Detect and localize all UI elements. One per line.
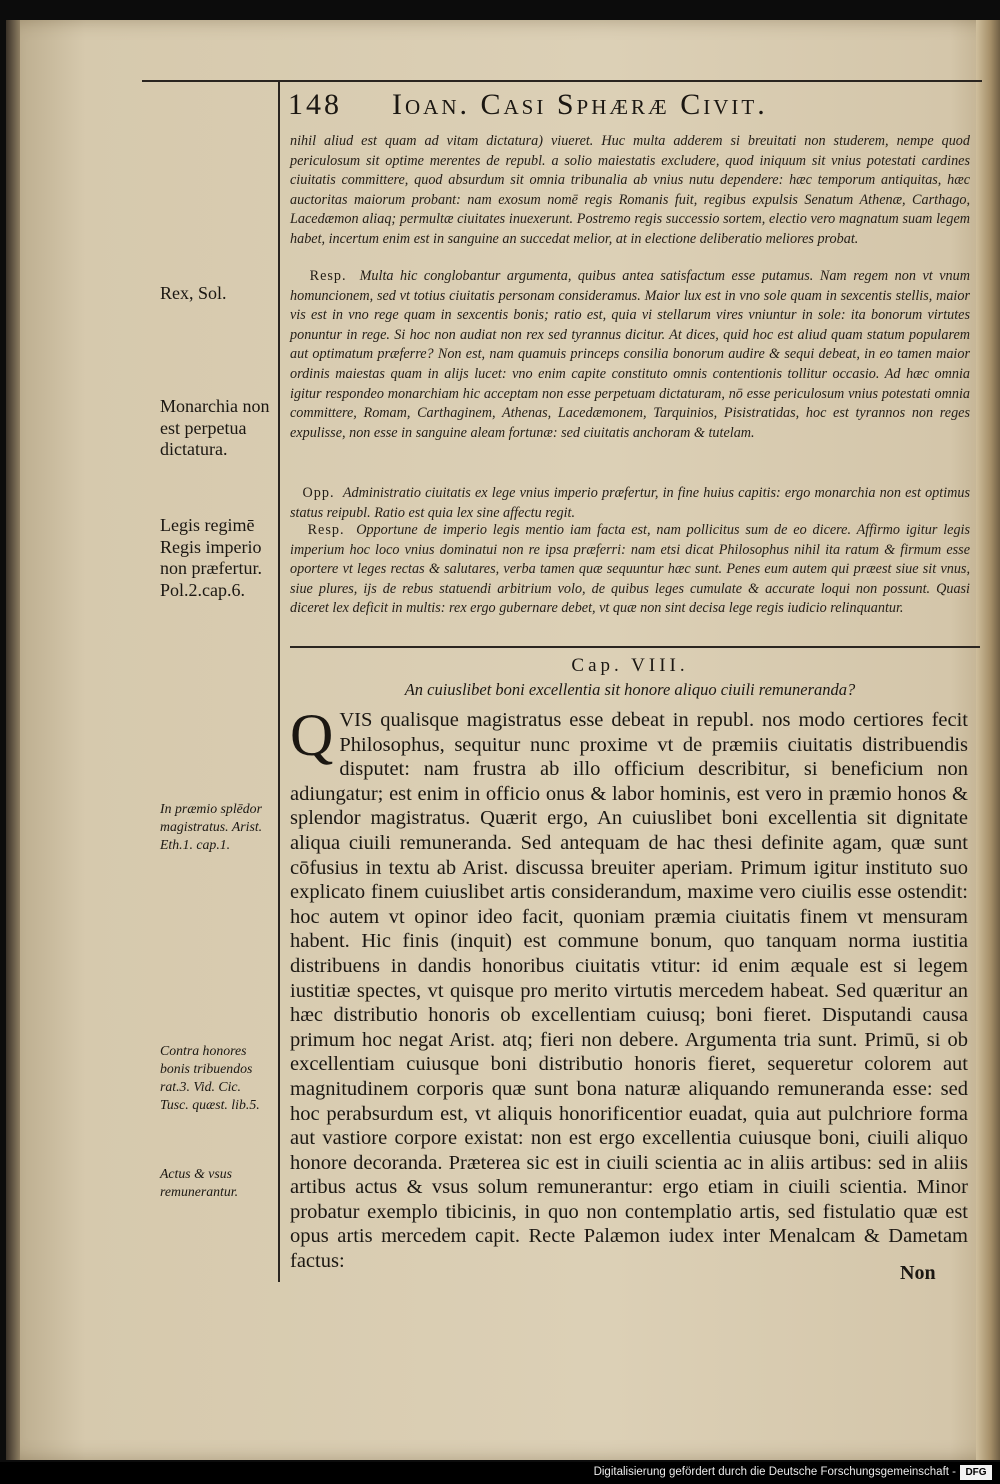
paragraph-response-2	[290, 521, 970, 619]
header-rule	[142, 80, 982, 82]
dfg-logo: DFG	[960, 1465, 992, 1480]
paragraph-lead: Resp.	[309, 268, 347, 284]
chapter-body-text: VIS qualisque magistratus esse debeat in republ. nos modo certiores fecit Philosophus, sequitur nunc proxime vt de præmiis ciuitatis distribuendis disputet: nam frustra ab illo officium describitur, si beneficium non adiungatur; est enim in officio onus & labor hominis, est vero in præmio honos & splendor magistratus. Quærit ergo, An cuiuslibet boni excellentia sit dignitate aliqua ciuili remuneranda. Sed antequam de hac thesi definite agam, quæ sunt cōfusius in textu ab Arist. discussa breuiter aperiam. Primum igitur instituto suo explicato finem cuiuslibet artis considerandum, maxime vero ciuilis esse ostendit: hoc autem vt opinor ideo facit, quoniam præmia ciuitatis finem vt mensuram habent. Hic finis (inquit) est commune bonum, quo tanquam norma iustitia distribuens in dandis honoribus ciuitatis vtitur: id enim æquale est si legem iustitiæ spectes, vt quisque pro merito virtutis mercedem habeat. Sed quæritur an hæc distributio honoris ob excellentiam cuiusq; boni fieret. Disputandi causa primum hoc negat Arist. atq; fieri non debere. Argumenta tria sunt. Primū, si ob excellentiam cuiusque boni distributio honoris fieret, sequeretur colorem aut magnitudinem corporis quæ sunt bona naturæ aliquando remuneranda esse: sed hoc perabsurdum est, vt aliquis honorificentior euadat, quia aut pulchriore forma aut vastiore corpore existat: non est ergo excellentia cuiusque boni, ciuili aliquo honore decoranda. Præterea sic est in ciuili scientia ac in aliis artibus: sed in aliis artibus actus & vsus solum remunerantur: ergo etiam in ciuili scientia. Minor probatur exemplo tibicinis, in quo non contemplatio artis, sed fistulatio quæ est opus artis mercedem capit. Recte Palæmon iudex inter Menalcam & Dametam factus:	[290, 709, 968, 1273]
margin-note: Legis regimē Regis imperio non præfertur. Pol.2.cap.6.	[160, 515, 262, 600]
margin-rule	[278, 82, 280, 1282]
running-head	[288, 88, 978, 130]
page-number: 148	[288, 88, 342, 121]
drop-capital: Q	[290, 702, 334, 768]
margin-note: Monarchia non est perpetua dictatura.	[160, 396, 270, 459]
paragraph-text: Multa hic conglobantur argumenta, quibus antea satisfactum esse putamus. Nam regem non vt vnum homuncionem, sed vt totius ciuitatis personam consideramus. Maior lux est in vno sole quam in sexcentis stellis, maior vis est in vno rege quam in sexcentis bonis; ratio est, quia vi stellarum vires vniuntur in sole: ita bonorum virtutes ponuntur in rege. Si hoc non audiat non rex sed tyrannus dicitur. At dices, quid hoc est aliud quam statum popularem aut optimatum præferre? Non est, nam quamuis princeps consilia bonorum audire & sequi debeat, in eo tamen maior ordinis maiestas quam in alijs lucet: vno enim capite constituto omnis contentionis tollitur occasio. Ad hæc omnia igitur respondeo monarchiam hic acceptam non esse perpetuam dictaturam, nō esse periculosum vnius potestati omnia committere, Romam, Carthaginem, Athenas, Lacedæmonem, Tarquinios, Pisistratidas, hoc est tyrannos non reges expulisse, non esse in sanguine aleam fortunæ: sed ciuitatis anchoram & tutelam.	[290, 268, 970, 441]
catchword: Non	[900, 1262, 936, 1284]
margin-note: Rex, Sol.	[160, 283, 227, 303]
paragraph-objection	[290, 484, 970, 523]
chapter-rule	[290, 646, 980, 648]
page-edge	[976, 20, 1000, 1460]
footer-credit: Digitalisierung gefördert durch die Deutsche Forschungsgemeinschaft -	[593, 1466, 956, 1478]
chapter-subtitle: An cuiuslibet boni excellentia sit honore aliquo ciuili remuneranda?	[404, 680, 856, 699]
paragraph-text: Administratio ciuitatis ex lege vnius imperio præfertur, in fine huius capitis: ergo monarchia non est optimus status reipubl. Ratio est quia lex sine affectu regit.	[290, 485, 971, 521]
running-title: Ioan. Casi Sphæræ Civit.	[392, 88, 768, 121]
margin-note: In præmio splēdor magistratus. Arist. Eth.1. cap.1.	[160, 801, 263, 852]
paragraph-continuation: nihil aliud est quam ad vitam dictatura) viueret. Huc multa adderem si breuitati non studerem, nempe quod periculosum sit optime merentes de republ. a solio maiestatis excludere, quod iniquum sit vnius potestati cardines ciuitatis committere, quod absurdum sit omnia tribunalia ab vnius nutu dependere: hæc temporum antiquitas, hæc auctoritas maiorum probant: nam exosum nomē regis Romanis fuit, regibus expulsis Senatum Athenæ, Carthago, Lacedæmon aliaq; permultæ ciuitates inuexerunt. Postremo regis successio sortem, electio vero magnatum suam legem habet, incertum enim est in sanguine an succedat melior, at in electione deliberatio meliores probat.	[290, 133, 970, 247]
footer-bar	[0, 1462, 1000, 1484]
paragraph-lead: Resp.	[307, 522, 345, 538]
chapter-title: Cap. VIII.	[571, 655, 689, 676]
paragraph-lead: Opp.	[302, 485, 335, 501]
margin-note: Actus & vsus remunerantur.	[160, 1166, 239, 1199]
margin-note: Contra honores bonis tribuendos rat.3. Vid. Cic. Tusc. quæst. lib.5.	[160, 1043, 260, 1112]
chapter-body	[290, 702, 968, 1274]
binding-shadow	[6, 20, 20, 1460]
paragraph-text: Opportune de imperio legis mentio iam facta est, nam pollicitus sum de eo dicere. Affirmo igitur legis imperium hoc loco vnius dominatui non re ipsa præferri: nam etsi dicat Philosophus nihil ita ratum & firmum esse oportere vt leges rectas & salutares, verba tamen quæ sequuntur hæc sunt. Penes eum autem qui præest siue sit vnus, siue plures, ijs de rebus statuendi arbitrium volo, de quibus leges cumulate & accurate loqui non possunt. Quasi diceret lex deficit in multis: rex ergo gubernare debet, vt quæ non sint decisa lege regis iudicio relinquantur.	[290, 522, 971, 617]
paragraph-response-1	[290, 267, 970, 443]
